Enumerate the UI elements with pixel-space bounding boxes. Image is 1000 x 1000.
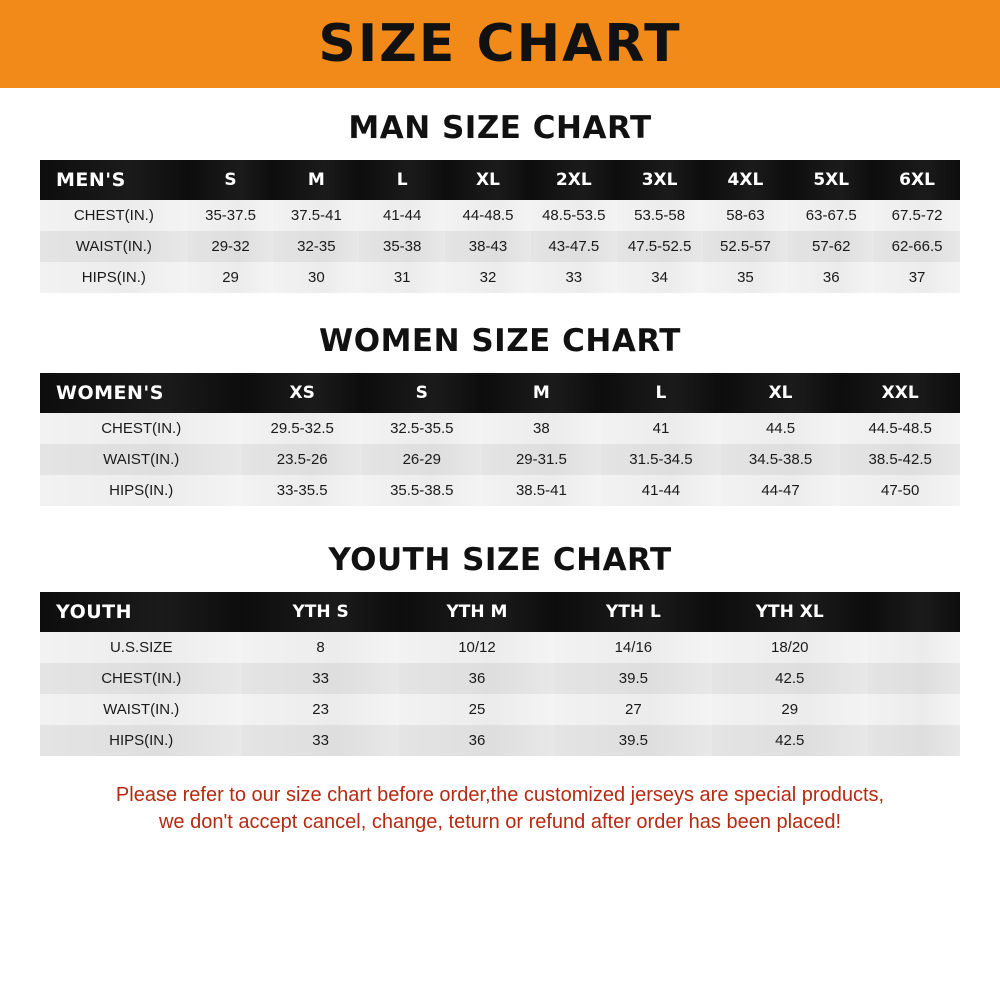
table-row	[40, 231, 960, 262]
table-cell: 31.5-34.5	[601, 444, 721, 475]
table-cell: 41-44	[359, 200, 445, 231]
column-header: 2XL	[531, 160, 617, 200]
table-cell: 63-67.5	[788, 200, 874, 231]
table-cell: 30	[273, 262, 359, 293]
row-label: U.S.SIZE	[40, 632, 242, 663]
table-cell: 33-35.5	[242, 475, 362, 506]
table-cell: 38	[482, 413, 602, 444]
table-cell: 42.5	[712, 725, 868, 756]
table-cell: 35-37.5	[188, 200, 274, 231]
table-cell: 53.5-58	[617, 200, 703, 231]
table-cell: 57-62	[788, 231, 874, 262]
table-cell: 41	[601, 413, 721, 444]
footer-note	[18, 782, 982, 836]
column-header: XS	[242, 373, 362, 413]
page-title: SIZE CHART	[318, 14, 682, 74]
footer-note-line2: we don't accept cancel, change, teturn or refund after order has been placed!	[158, 811, 842, 833]
page-banner	[0, 0, 1000, 88]
table-row	[40, 694, 960, 725]
man-table-wrap	[40, 160, 960, 293]
youth-size-table	[40, 592, 960, 756]
row-spacer	[868, 663, 960, 694]
column-header: S	[362, 373, 482, 413]
column-header: YTH L	[555, 592, 711, 632]
column-header: M	[482, 373, 602, 413]
column-header: L	[359, 160, 445, 200]
table-cell: 37.5-41	[273, 200, 359, 231]
table-row	[40, 632, 960, 663]
row-label: HIPS(IN.)	[40, 475, 242, 506]
table-row	[40, 725, 960, 756]
table-cell: 8	[242, 632, 398, 663]
table-cell: 38-43	[445, 231, 531, 262]
table-cell: 33	[531, 262, 617, 293]
table-row	[40, 200, 960, 231]
table-cell: 44-47	[721, 475, 841, 506]
women-size-table	[40, 373, 960, 506]
table-cell: 33	[242, 663, 398, 694]
column-header: S	[188, 160, 274, 200]
row-label: WAIST(IN.)	[40, 231, 188, 262]
row-label: CHEST(IN.)	[40, 663, 242, 694]
row-label: HIPS(IN.)	[40, 262, 188, 293]
table-cell: 32	[445, 262, 531, 293]
table-cell: 18/20	[712, 632, 868, 663]
column-header: YTH XL	[712, 592, 868, 632]
row-label: CHEST(IN.)	[40, 413, 242, 444]
row-spacer	[868, 725, 960, 756]
table-cell: 35-38	[359, 231, 445, 262]
table-header-row	[40, 160, 960, 200]
column-header: 5XL	[788, 160, 874, 200]
table-row	[40, 262, 960, 293]
column-header: XL	[445, 160, 531, 200]
footer-note-line1: Please refer to our size chart before order,the customized jerseys are special products,	[115, 784, 885, 806]
table-cell: 32.5-35.5	[362, 413, 482, 444]
row-label: WAIST(IN.)	[40, 694, 242, 725]
table-cell: 36	[399, 663, 555, 694]
table-cell: 38.5-41	[482, 475, 602, 506]
man-size-table	[40, 160, 960, 293]
table-cell: 27	[555, 694, 711, 725]
youth-table-wrap	[40, 592, 960, 756]
column-header: L	[601, 373, 721, 413]
table-cell: 42.5	[712, 663, 868, 694]
table-cell: 62-66.5	[874, 231, 960, 262]
table-cell: 39.5	[555, 725, 711, 756]
table-cell: 23	[242, 694, 398, 725]
table-cell: 39.5	[555, 663, 711, 694]
table-cell: 10/12	[399, 632, 555, 663]
table-cell: 29-31.5	[482, 444, 602, 475]
table-row	[40, 413, 960, 444]
table-cell: 38.5-42.5	[840, 444, 960, 475]
column-header: MEN'S	[40, 160, 188, 200]
table-cell: 34	[617, 262, 703, 293]
table-cell: 25	[399, 694, 555, 725]
table-cell: 14/16	[555, 632, 711, 663]
column-header: M	[273, 160, 359, 200]
row-label: CHEST(IN.)	[40, 200, 188, 231]
column-header: 6XL	[874, 160, 960, 200]
column-header: WOMEN'S	[40, 373, 242, 413]
table-cell: 67.5-72	[874, 200, 960, 231]
table-cell: 35	[703, 262, 789, 293]
column-header: YTH S	[242, 592, 398, 632]
column-header: 3XL	[617, 160, 703, 200]
column-header: 4XL	[703, 160, 789, 200]
table-cell: 58-63	[703, 200, 789, 231]
table-cell: 41-44	[601, 475, 721, 506]
table-cell: 29	[188, 262, 274, 293]
column-header: YTH M	[399, 592, 555, 632]
table-cell: 43-47.5	[531, 231, 617, 262]
table-cell: 47-50	[840, 475, 960, 506]
row-label: HIPS(IN.)	[40, 725, 242, 756]
table-cell: 29	[712, 694, 868, 725]
column-header: YOUTH	[40, 592, 242, 632]
table-cell: 44-48.5	[445, 200, 531, 231]
table-row	[40, 444, 960, 475]
women-section-title: WOMEN SIZE CHART	[319, 323, 681, 359]
women-table-wrap	[40, 373, 960, 506]
row-spacer	[868, 632, 960, 663]
table-cell: 23.5-26	[242, 444, 362, 475]
table-cell: 52.5-57	[703, 231, 789, 262]
table-cell: 29-32	[188, 231, 274, 262]
table-header-row	[40, 373, 960, 413]
table-cell: 32-35	[273, 231, 359, 262]
row-spacer	[868, 694, 960, 725]
table-cell: 37	[874, 262, 960, 293]
table-cell: 29.5-32.5	[242, 413, 362, 444]
table-row	[40, 663, 960, 694]
man-section-title: MAN SIZE CHART	[348, 110, 652, 146]
table-cell: 47.5-52.5	[617, 231, 703, 262]
row-label: WAIST(IN.)	[40, 444, 242, 475]
table-cell: 35.5-38.5	[362, 475, 482, 506]
table-header-row	[40, 592, 960, 632]
table-cell: 48.5-53.5	[531, 200, 617, 231]
table-cell: 33	[242, 725, 398, 756]
table-row	[40, 475, 960, 506]
table-cell: 31	[359, 262, 445, 293]
table-cell: 36	[788, 262, 874, 293]
youth-section-title: YOUTH SIZE CHART	[328, 542, 672, 578]
table-cell: 34.5-38.5	[721, 444, 841, 475]
column-header: XXL	[840, 373, 960, 413]
table-cell: 36	[399, 725, 555, 756]
table-cell: 26-29	[362, 444, 482, 475]
column-header: XL	[721, 373, 841, 413]
table-cell: 44.5	[721, 413, 841, 444]
table-cell: 44.5-48.5	[840, 413, 960, 444]
header-spacer	[868, 592, 960, 632]
